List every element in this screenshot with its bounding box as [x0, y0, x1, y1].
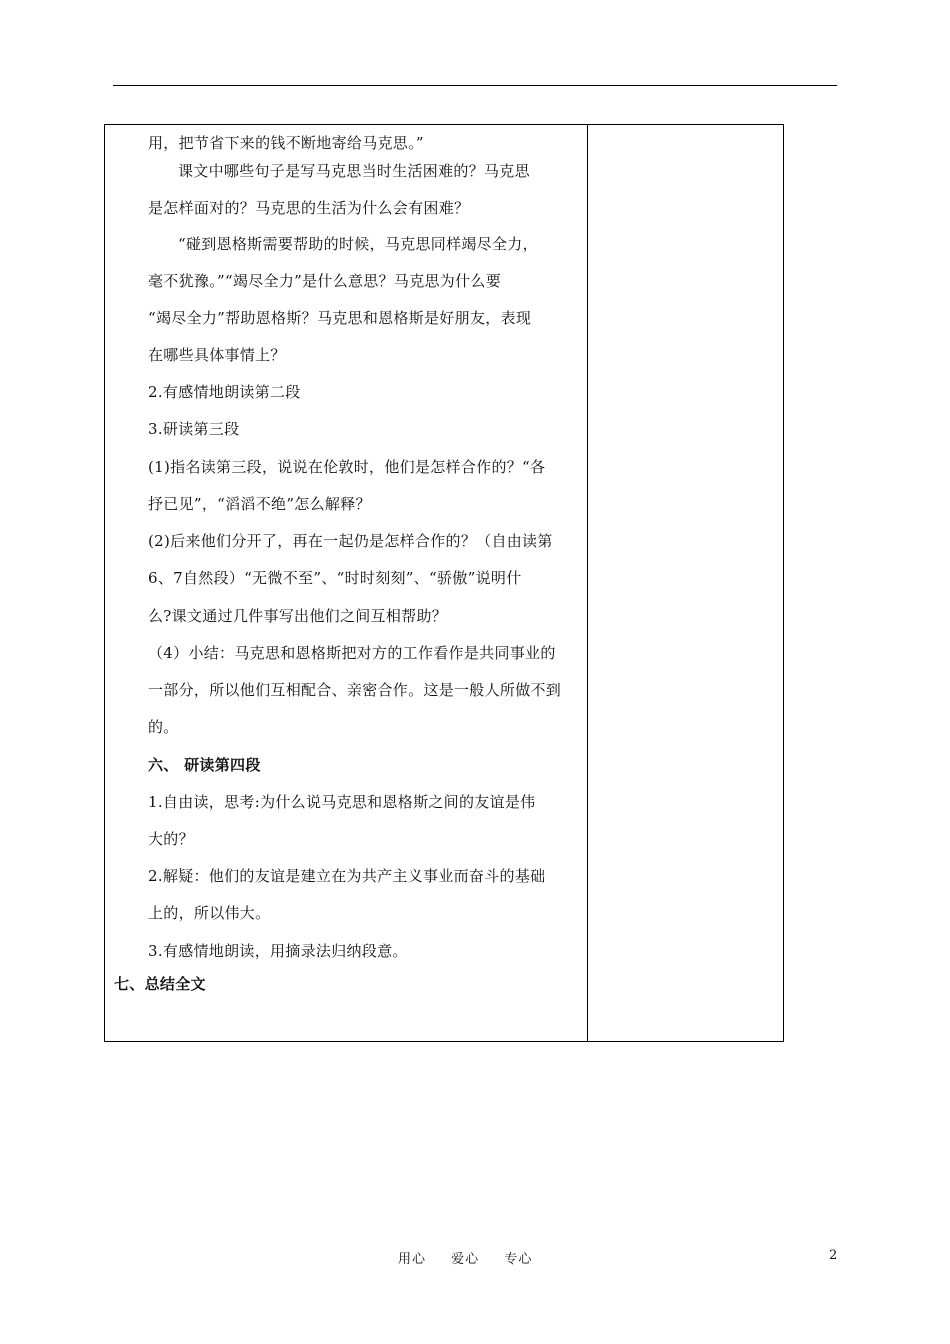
text-line: 是怎样面对的？马克思的生活为什么会有困难？: [148, 199, 470, 217]
section-heading: 七、总结全文: [114, 975, 206, 993]
text-line: (1)指名读第三段，说说在伦敦时，他们是怎样合作的？“各: [148, 458, 546, 476]
text-line: “竭尽全力”帮助恩格斯？马克思和恩格斯是好朋友，表现: [148, 309, 532, 327]
text-line: 2.解疑：他们的友谊是建立在为共产主义事业而奋斗的基础: [148, 867, 546, 885]
text-line: 么?课文通过几件事写出他们之间互相帮助？: [148, 607, 448, 625]
text-line: 用，把节省下来的钱不断地寄给马克思。”: [148, 134, 424, 152]
text-line: 课文中哪些句子是写马克思当时生活困难的？马克思: [178, 162, 530, 180]
text-line: 毫不犹豫。”“竭尽全力”是什么意思？马克思为什么要: [148, 272, 502, 290]
text-line: 3.研读第三段: [148, 420, 240, 438]
text-line: 大的？: [148, 830, 194, 848]
text-line: 一部分，所以他们互相配合、亲密合作。这是一般人所做不到: [148, 681, 562, 699]
text-line: 在哪些具体事情上？: [148, 346, 286, 364]
page-number: 2: [829, 1248, 838, 1263]
footer-right: 专心: [504, 1252, 533, 1267]
footer-left: 用心: [398, 1252, 427, 1267]
footer-middle: 爱心: [451, 1252, 480, 1267]
text-line: 3.有感情地朗读，用摘录法归纳段意。: [148, 942, 408, 960]
text-line: 1.自由读，思考:为什么说马克思和恩格斯之间的友谊是伟: [148, 793, 536, 811]
header-rule: [113, 85, 837, 86]
text-line: 抒已见”，“滔滔不绝”怎么解释？: [148, 495, 371, 513]
column-divider: [587, 125, 588, 1041]
lesson-table: [104, 124, 784, 1042]
footer-motto: [398, 1248, 552, 1267]
text-line: “碰到恩格斯需要帮助的时候，马克思同样竭尽全力，: [178, 235, 538, 253]
text-line: (2)后来他们分开了，再在一起仍是怎样合作的？（自由读第: [148, 532, 553, 550]
text-line: （4）小结：马克思和恩格斯把对方的工作看作是共同事业的: [148, 644, 556, 662]
text-line: 2.有感情地朗读第二段: [148, 383, 301, 401]
text-line: 上的，所以伟大。: [148, 904, 271, 922]
text-line: 6、7自然段）“无微不至”、“时时刻刻”、“骄傲”说明什: [148, 569, 522, 587]
section-heading: 六、 研读第四段: [148, 756, 261, 774]
text-line: 的。: [148, 718, 179, 736]
